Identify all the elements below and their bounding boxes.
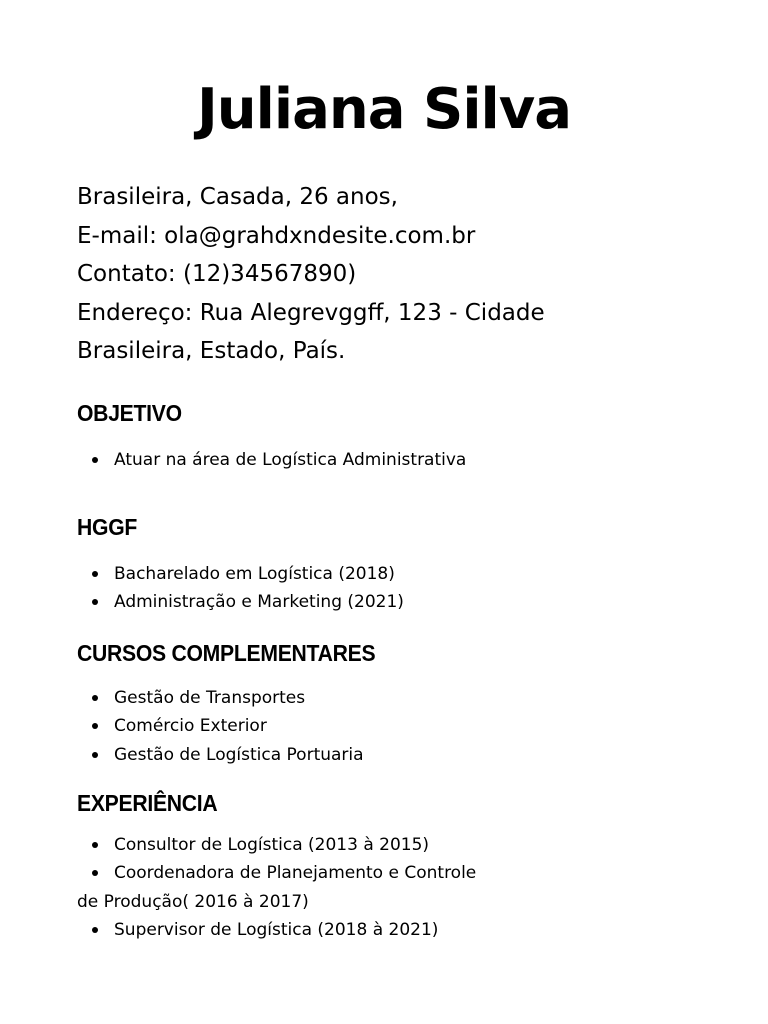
objetivo-list [77, 446, 466, 474]
bullet-icon [92, 723, 98, 729]
section-heading-hggf: HGGF [77, 514, 138, 540]
list-item-text: Supervisor de Logística (2018 à 2021) [114, 919, 439, 940]
bullet-icon [92, 842, 98, 848]
list-item [77, 741, 364, 769]
bullet-icon [92, 599, 98, 605]
bullet-icon [92, 571, 98, 577]
list-item [77, 560, 404, 588]
list-item [77, 859, 476, 887]
bullet-icon [92, 752, 98, 758]
list-item [77, 831, 476, 859]
list-item-text: Gestão de Transportes [114, 688, 306, 708]
info-line-email: E-mail: ola@grahdxndesite.com.br [77, 222, 476, 249]
list-item [77, 916, 476, 944]
list-item [77, 684, 364, 712]
section-heading-cursos: CURSOS COMPLEMENTARES [77, 640, 376, 666]
list-item-text: Administração e Marketing (2021) [114, 592, 404, 613]
list-item-text: Gestão de Logística Portuaria [114, 744, 364, 765]
list-item [77, 712, 364, 740]
section-heading-experiencia: EXPERIÊNCIA [77, 790, 218, 816]
section-heading-objetivo: OBJETIVO [77, 400, 182, 426]
info-line-contact: Contato: (12)34567890) [77, 261, 357, 287]
list-item [77, 446, 466, 474]
bullet-icon [92, 870, 98, 876]
cursos-list [77, 684, 364, 769]
experiencia-list [77, 831, 476, 944]
personal-info [77, 178, 697, 371]
list-item-text: Consultor de Logística (2013 à 2015) [114, 835, 430, 855]
info-line-address: Endereço: Rua Alegrevggff, 123 - Cidade [77, 299, 545, 326]
list-item-text: Comércio Exterior [114, 716, 267, 737]
hggf-list [77, 560, 404, 617]
info-line-nationality: Brasileira, Casada, 26 anos, [77, 184, 398, 210]
candidate-name: Juliana Silva [196, 77, 572, 142]
info-line-address-cont: Brasileira, Estado, País. [77, 338, 346, 364]
list-item-text: Atuar na área de Logística Administrativa [114, 450, 467, 470]
list-item-text: de Produção( 2016 à 2017) [77, 891, 309, 912]
bullet-icon [92, 457, 98, 463]
list-item-continuation [77, 888, 476, 916]
list-item-text: Bacharelado em Logística (2018) [114, 564, 395, 584]
list-item [77, 588, 404, 616]
bullet-icon [92, 695, 98, 701]
list-item-text: Coordenadora de Planejamento e Controle [114, 863, 477, 884]
bullet-icon [92, 927, 98, 933]
